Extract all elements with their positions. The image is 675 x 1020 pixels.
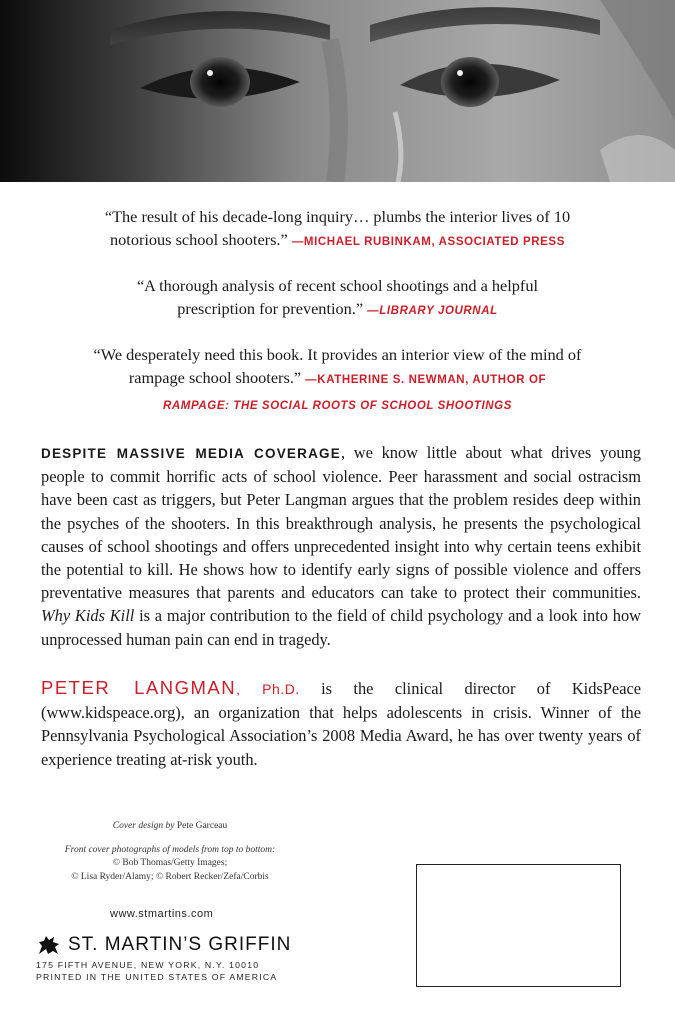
printed-in: PRINTED IN THE UNITED STATES OF AMERICA <box>36 972 278 982</box>
author-name: PETER LANGMAN <box>41 677 237 698</box>
book-description <box>41 441 641 651</box>
photos-line-1: © Bob Thomas/Getty Images; <box>112 858 228 868</box>
description-text-end: is a major contribution to the field of child psychology and a look into how unprocessed human pain can end in tragedy. <box>41 606 641 649</box>
review-quotes <box>0 205 675 438</box>
bio-text: is the clinical director of KidsPeace (www.kidspeace.org), an organization that helps adolescents in crisis. Winner of the Pennsylvania Psychological Association’s 2008 Media Award, he has over twenty years of experience treating at-risk youth. <box>41 679 642 769</box>
design-label: Cover design by <box>112 821 175 831</box>
description-lead: DESPITE MASSIVE MEDIA COVERAGE <box>41 446 341 461</box>
author-degree: , Ph.D. <box>236 681 300 697</box>
publisher-block <box>36 932 306 982</box>
quote-1-attribution: —MICHAEL RUBINKAM, ASSOCIATED PRESS <box>291 236 565 248</box>
photos-line-2: © Lisa Ryder/Alamy; © Robert Recker/Zefa/Corbis <box>71 871 269 882</box>
description-text: , we know little about what drives young people to commit horrific acts of school violence. Peer harassment and social ostracism have been cast as triggers, but Peter Langman argues that the problem resides deep within the psyches of the shooters. In this breakthrough analysis, he presents the psychological causes of school shootings and offers unprecedented insight into why certain teens exhibit the potential to kill. He shows how to identify early signs of possible violence and offers preventative measures that parents and educators can take to protect their communities. <box>41 443 642 603</box>
design-name: Pete Garceau <box>176 821 228 831</box>
quote-2-text: “A thorough analysis of recent school shootings and a helpful prescription for prevention.” <box>136 276 539 318</box>
description-book-title: Why Kids Kill <box>41 606 135 626</box>
publisher-name: ST. MARTIN’S GRIFFIN <box>68 934 292 955</box>
cover-credits <box>30 820 310 884</box>
quote-3-attribution: —KATHERINE S. NEWMAN, AUTHOR OF <box>305 374 547 386</box>
quote-2-attribution: —LIBRARY JOURNAL <box>367 305 498 317</box>
face-photo-illustration <box>0 0 675 182</box>
publisher-logo-row <box>36 932 306 958</box>
griffin-logo-icon <box>36 932 62 958</box>
author-bio <box>41 676 641 771</box>
barcode-placeholder-box <box>416 864 621 987</box>
publisher-address: 175 FIFTH AVENUE, NEW YORK, N.Y. 10010 <box>36 960 260 970</box>
quote-1-text: “The result of his decade-long inquiry… plumbs the interior lives of 10 notorious school shooters.” <box>104 207 571 249</box>
quote-2 <box>123 274 553 323</box>
quote-3-text: “We desperately need this book. It provides an interior view of the mind of rampage school shooters.” <box>93 345 582 387</box>
photos-label: Front cover photographs of models from top to bottom: <box>64 844 276 855</box>
design-credit <box>30 820 310 834</box>
quote-1 <box>78 205 598 254</box>
quote-3 <box>68 343 608 418</box>
publisher-website: www.stmartins.com <box>110 908 214 920</box>
quote-3-book-title: RAMPAGE: THE SOCIAL ROOTS OF SCHOOL SHOOTINGS <box>162 400 513 412</box>
cover-photo-eyes <box>0 0 675 182</box>
